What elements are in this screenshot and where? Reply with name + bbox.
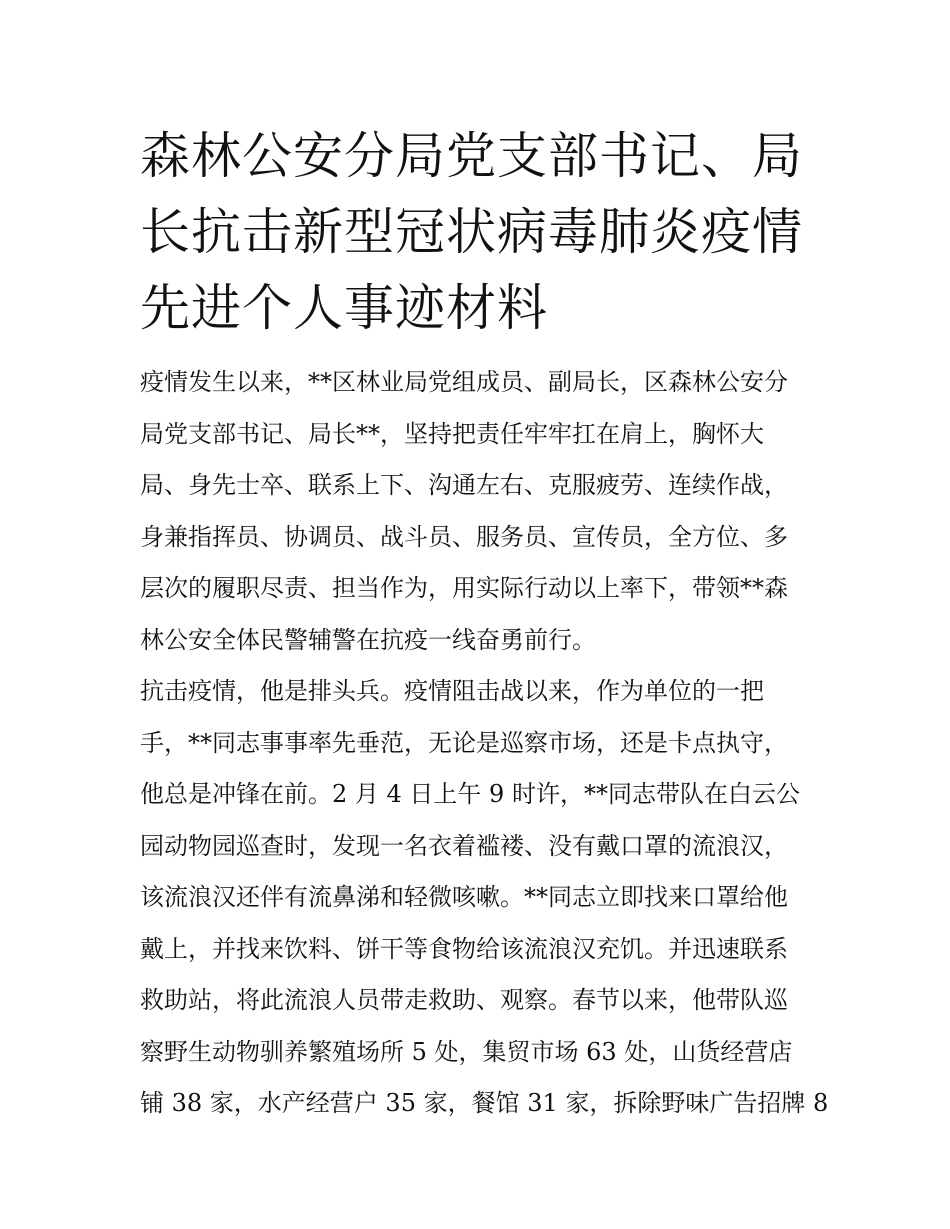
paragraph-line: 他总是冲锋在前。2 月 4 日上午 9 时许，**同志带队在白云公 <box>140 780 800 808</box>
paragraph-line: 园动物园巡查时，发现一名衣着褴褛、没有戴口罩的流浪汉， <box>140 831 788 860</box>
paragraph-line: 手，**同志事事率先垂范，无论是巡察市场，还是卡点执守， <box>140 728 788 757</box>
paragraph-line: 救助站，将此流浪人员带走救助、观察。春节以来，他带队巡 <box>140 986 788 1014</box>
document-body <box>140 357 830 1130</box>
title-line: 长抗击新型冠状病毒肺炎疫情 <box>140 203 803 261</box>
paragraph-line: 林公安全体民警辅警在抗疫一线奋勇前行。 <box>140 625 596 654</box>
paragraph-line: 疫情发生以来，**区林业局党组成员、副局长，区森林公安分 <box>140 368 788 396</box>
paragraph-line: 抗击疫情，他是排头兵。疫情阻击战以来，作为单位的一把 <box>140 677 764 705</box>
title-line: 先进个人事迹材料 <box>140 279 548 337</box>
title-line: 森林公安分局党支部书记、局 <box>140 127 803 185</box>
paragraph-line: 察野生动物驯养繁殖场所 5 处，集贸市场 63 处，山货经营店 <box>140 1037 793 1066</box>
paragraph-line: 戴上，并找来饮料、饼干等食物给该流浪汉充饥。并迅速联系 <box>140 934 788 963</box>
paragraph-line: 铺 38 家，水产经营户 35 家，餐馆 31 家，拆除野味广告招牌 8 <box>140 1089 829 1117</box>
paragraph-line: 身兼指挥员、协调员、战斗员、服务员、宣传员，全方位、多 <box>140 522 788 551</box>
paragraph-1 <box>140 357 830 666</box>
paragraph-line: 该流浪汉还伴有流鼻涕和轻微咳嗽。**同志立即找来口罩给他 <box>140 883 788 911</box>
paragraph-line: 层次的履职尽责、担当作为，用实际行动以上率下，带领**森 <box>140 574 788 602</box>
paragraph-line: 局、身先士卒、联系上下、沟通左右、克服疲劳、连续作战， <box>140 471 788 499</box>
paragraph-line: 局党支部书记、局长**，坚持把责任牢牢扛在肩上，胸怀大 <box>140 419 764 448</box>
paragraph-2 <box>140 666 830 1130</box>
document-title <box>140 118 830 346</box>
